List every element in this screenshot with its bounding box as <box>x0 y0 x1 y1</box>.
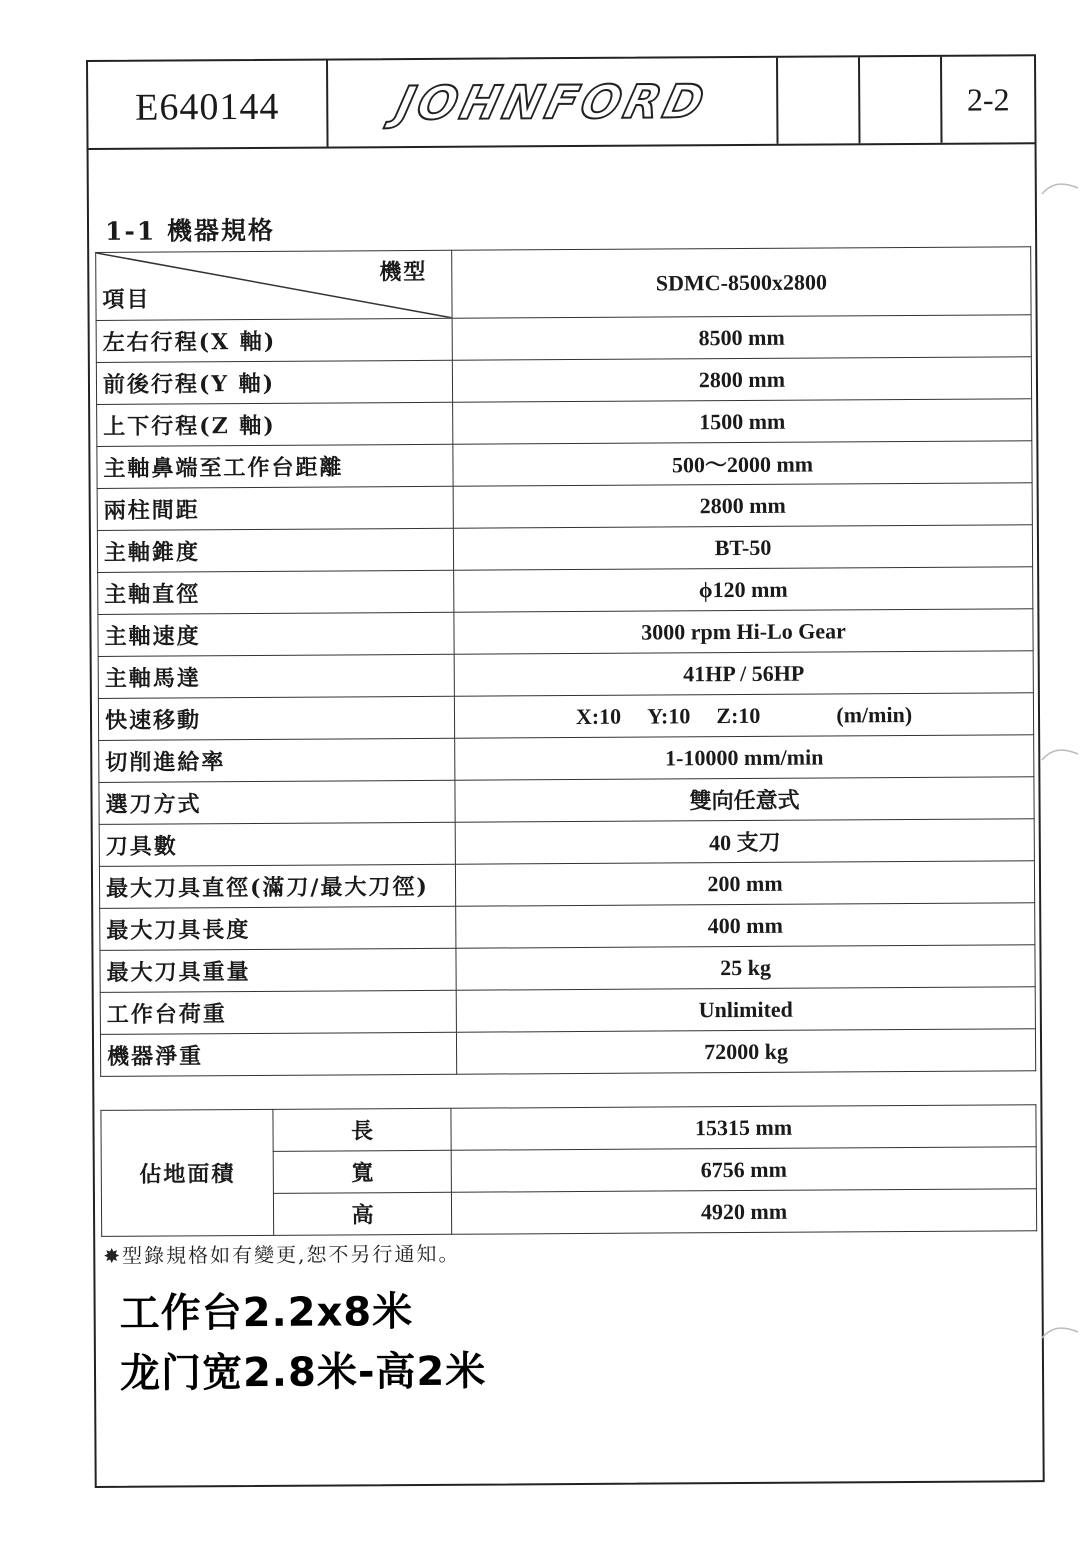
table-row <box>98 651 1033 699</box>
row-label: 主軸馬達 <box>98 654 454 698</box>
row-label: 機器淨重 <box>100 1032 456 1076</box>
footprint-row <box>101 1105 1036 1153</box>
row-label: 兩柱間距 <box>97 486 453 530</box>
row-label: 快速移動 <box>98 696 454 740</box>
row-value: 8500 mm <box>452 315 1031 361</box>
footprint-sub-label: 長 <box>273 1108 451 1151</box>
table-row-rapid-traverse <box>98 693 1033 741</box>
row-value: 3000 rpm Hi-Lo Gear <box>454 609 1033 655</box>
row-value: 25 kg <box>456 945 1035 991</box>
page-number: 2-2 <box>966 80 1010 118</box>
table-row <box>99 861 1034 909</box>
row-label: 選刀方式 <box>99 780 455 824</box>
annotation-gantry: 龙门宽2.8米-高2米 <box>119 1348 487 1397</box>
section-title: 1-1 機器規格 <box>104 215 276 246</box>
page-header <box>88 56 1035 150</box>
row-value: ϕ120 mm <box>454 567 1033 613</box>
table-row <box>99 777 1034 825</box>
header-blank-cell <box>860 57 943 143</box>
page-edge-mark <box>1040 744 1080 764</box>
row-label: 主軸鼻端至工作台距離 <box>97 444 453 488</box>
row-value: 1500 mm <box>453 399 1032 445</box>
row-value: 2800 mm <box>453 483 1032 529</box>
row-value: 500～2000 mm <box>453 441 1032 487</box>
table-row <box>97 525 1032 573</box>
row-value: 200 mm <box>455 861 1034 907</box>
footprint-value: 6756 mm <box>451 1147 1036 1193</box>
row-value: 72000 kg <box>456 1029 1035 1075</box>
row-label: 主軸直徑 <box>98 570 454 614</box>
row-label: 切削進給率 <box>99 738 455 782</box>
row-label: 刀具數 <box>99 822 455 866</box>
table-row <box>96 315 1031 363</box>
row-label: 最大刀具直徑(滿刀/最大刀徑) <box>99 864 455 908</box>
table-row <box>96 357 1031 405</box>
table-row <box>100 903 1035 951</box>
row-label: 上下行程(Z 軸) <box>97 402 453 446</box>
rapid-traverse-group <box>461 701 1027 730</box>
brand-logo-text: JOHNFORD <box>391 74 714 131</box>
document-code: E640144 <box>88 61 329 148</box>
table-row <box>98 567 1033 615</box>
row-label: 最大刀具重量 <box>100 948 456 992</box>
rapid-y: Y:10 <box>647 702 691 729</box>
header-blank-cell <box>778 57 861 143</box>
table-row <box>100 1029 1035 1077</box>
footprint-sub-label: 高 <box>273 1192 451 1235</box>
row-label: 主軸速度 <box>98 612 454 656</box>
item-header-label: 項目 <box>102 286 151 313</box>
spec-table <box>95 246 1036 1077</box>
diagonal-header-cell <box>96 250 452 320</box>
table-row <box>97 441 1032 489</box>
model-value: SDMC-8500x2800 <box>452 247 1031 319</box>
row-value: 40 支刀 <box>455 819 1034 865</box>
row-value: BT-50 <box>453 525 1032 571</box>
row-value: 400 mm <box>456 903 1035 949</box>
row-label: 工作台荷重 <box>100 990 456 1034</box>
table-row <box>97 483 1032 531</box>
model-header-label: 機型 <box>379 258 428 286</box>
row-label: 左右行程(X 軸) <box>96 318 452 362</box>
table-row <box>99 735 1034 783</box>
footprint-sub-label: 寬 <box>273 1150 451 1193</box>
annotation-worktable: 工作台2.2x8米 <box>119 1289 414 1337</box>
table-row <box>97 399 1032 447</box>
spec-sheet-page <box>86 54 1045 1488</box>
footprint-value: 4920 mm <box>451 1189 1036 1235</box>
row-value: 41HP / 56HP <box>454 651 1033 697</box>
footnote: ✸型錄規格如有變更,恕不另行通知。 <box>103 1241 461 1268</box>
row-label: 前後行程(Y 軸) <box>96 360 452 404</box>
rapid-unit: (m/min) <box>836 701 913 727</box>
table-row <box>100 987 1035 1035</box>
brand-logo <box>328 58 779 147</box>
table-row <box>100 945 1035 993</box>
rapid-traverse-value <box>454 693 1033 739</box>
table-header-row <box>96 247 1031 321</box>
page-edge-mark <box>1040 1322 1080 1342</box>
row-value: 1-10000 mm/min <box>455 735 1034 781</box>
table-row <box>98 609 1033 657</box>
row-label: 主軸錐度 <box>97 528 453 572</box>
row-value: Unlimited <box>456 987 1035 1033</box>
footprint-table <box>100 1104 1037 1237</box>
row-value: 雙向任意式 <box>455 777 1034 823</box>
row-label: 最大刀具長度 <box>100 906 456 950</box>
rapid-z: Z:10 <box>716 702 761 728</box>
page-edge-mark <box>1040 178 1080 198</box>
footprint-value: 15315 mm <box>451 1105 1036 1151</box>
footprint-label: 佔地面積 <box>101 1109 274 1236</box>
rapid-x: X:10 <box>575 703 622 729</box>
table-row <box>99 819 1034 867</box>
row-value: 2800 mm <box>452 357 1031 403</box>
